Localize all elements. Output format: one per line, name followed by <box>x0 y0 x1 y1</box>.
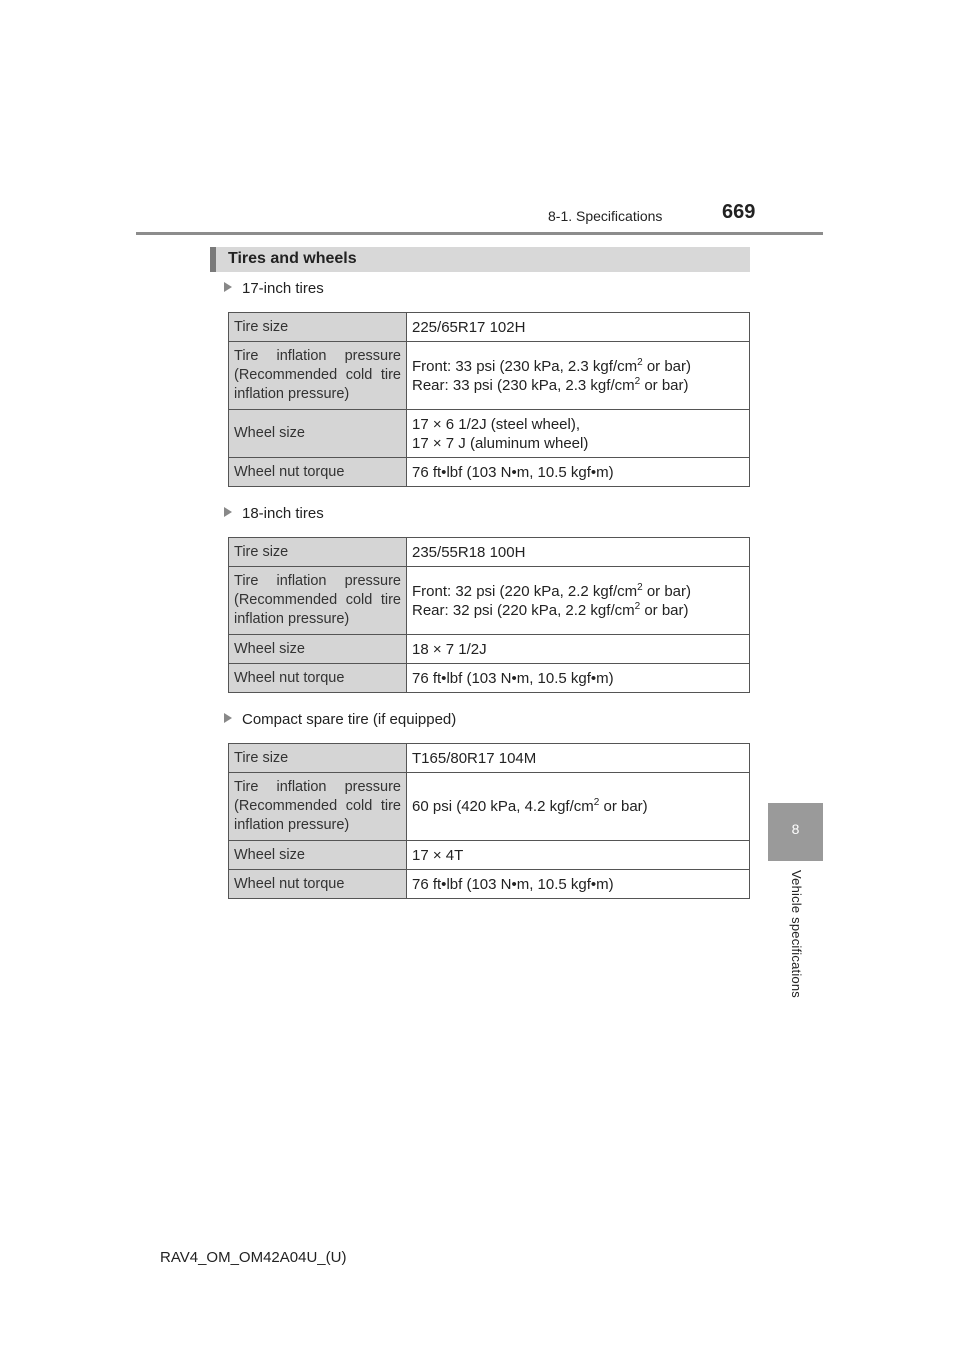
chapter-number: 8 <box>791 821 800 837</box>
pressure-value <box>407 773 750 841</box>
table-row <box>229 458 750 487</box>
pressure-value <box>407 342 750 410</box>
table-row <box>229 313 750 342</box>
nut-torque-label: Wheel nut torque <box>229 664 407 693</box>
spec-table-18-inch <box>228 537 750 693</box>
tire-size-label: Tire size <box>229 538 407 567</box>
nut-torque-label: Wheel nut torque <box>229 458 407 487</box>
document-code: RAV4_OM_OM42A04U_(U) <box>160 1249 347 1266</box>
pressure-label: Tire inflation pressure (Recommended cold tire inflation pressure) <box>229 342 407 410</box>
subheading-text: 17-inch tires <box>242 280 324 297</box>
pressure-text: 60 psi (420 kPa, 4.2 kgf/cm <box>412 798 594 815</box>
pressure-rear-unit: or bar) <box>640 376 689 394</box>
nut-torque-label: Wheel nut torque <box>229 870 407 899</box>
pressure-rear-unit: or bar) <box>640 601 689 619</box>
section-title-bar <box>210 247 750 272</box>
subheading-18-inch <box>224 505 324 522</box>
spec-table-compact-spare <box>228 743 750 899</box>
tire-size-value: 225/65R17 102H <box>407 313 750 342</box>
pressure-label: Tire inflation pressure (Recommended cold tire inflation pressure) <box>229 773 407 841</box>
spec-table-17-inch <box>228 312 750 487</box>
superscript: 2 <box>593 797 600 808</box>
table-row <box>229 870 750 899</box>
pressure-front-unit: or bar) <box>642 582 692 600</box>
header-divider <box>136 232 823 235</box>
superscript: 2 <box>637 356 643 368</box>
pressure-front-text: Front: 32 psi (220 kPa, 2.2 kgf/cm <box>412 582 638 600</box>
wheel-size-value <box>407 410 750 458</box>
section-breadcrumb: 8-1. Specifications <box>548 208 663 224</box>
chapter-title: Vehicle specifications <box>789 870 804 998</box>
section-title: Tires and wheels <box>228 250 357 267</box>
pressure-front-text: Front: 33 psi (230 kPa, 2.3 kgf/cm <box>412 357 638 375</box>
tire-size-value: T165/80R17 104M <box>407 744 750 773</box>
wheel-size-steel: 17 × 6 1/2J (steel wheel), <box>412 415 581 433</box>
wheel-size-value: 17 × 4T <box>407 841 750 870</box>
table-row <box>229 635 750 664</box>
wheel-size-label: Wheel size <box>229 635 407 664</box>
table-row <box>229 744 750 773</box>
chapter-tab <box>768 803 823 861</box>
superscript: 2 <box>634 600 641 612</box>
table-row <box>229 841 750 870</box>
table-row <box>229 538 750 567</box>
table-row <box>229 342 750 410</box>
wheel-size-label: Wheel size <box>229 841 407 870</box>
arrow-bullet-icon <box>224 282 232 292</box>
superscript: 2 <box>634 375 641 387</box>
tire-size-label: Tire size <box>229 313 407 342</box>
pressure-unit: or bar) <box>599 798 648 815</box>
subheading-compact-spare <box>224 711 456 728</box>
pressure-rear-text: Rear: 33 psi (230 kPa, 2.3 kgf/cm <box>412 376 635 394</box>
table-row <box>229 410 750 458</box>
page-number: 669 <box>722 201 756 223</box>
pressure-front-unit: or bar) <box>642 357 692 375</box>
subheading-text: 18-inch tires <box>242 505 324 522</box>
wheel-size-label: Wheel size <box>229 410 407 458</box>
nut-torque-value: 76 ft•lbf (103 N•m, 10.5 kgf•m) <box>407 664 750 693</box>
table-row <box>229 664 750 693</box>
nut-torque-value: 76 ft•lbf (103 N•m, 10.5 kgf•m) <box>407 458 750 487</box>
arrow-bullet-icon <box>224 507 232 517</box>
table-row <box>229 567 750 635</box>
pressure-label: Tire inflation pressure (Recommended cold tire inflation pressure) <box>229 567 407 635</box>
nut-torque-value: 76 ft•lbf (103 N•m, 10.5 kgf•m) <box>407 870 750 899</box>
superscript: 2 <box>637 581 643 593</box>
table-row <box>229 773 750 841</box>
pressure-value <box>407 567 750 635</box>
subheading-17-inch <box>224 280 324 297</box>
pressure-rear-text: Rear: 32 psi (220 kPa, 2.2 kgf/cm <box>412 601 635 619</box>
wheel-size-aluminum: 17 × 7 J (aluminum wheel) <box>412 434 589 452</box>
tire-size-label: Tire size <box>229 744 407 773</box>
wheel-size-value: 18 × 7 1/2J <box>407 635 750 664</box>
subheading-text: Compact spare tire (if equipped) <box>242 711 457 728</box>
tire-size-value: 235/55R18 100H <box>407 538 750 567</box>
arrow-bullet-icon <box>224 713 232 723</box>
